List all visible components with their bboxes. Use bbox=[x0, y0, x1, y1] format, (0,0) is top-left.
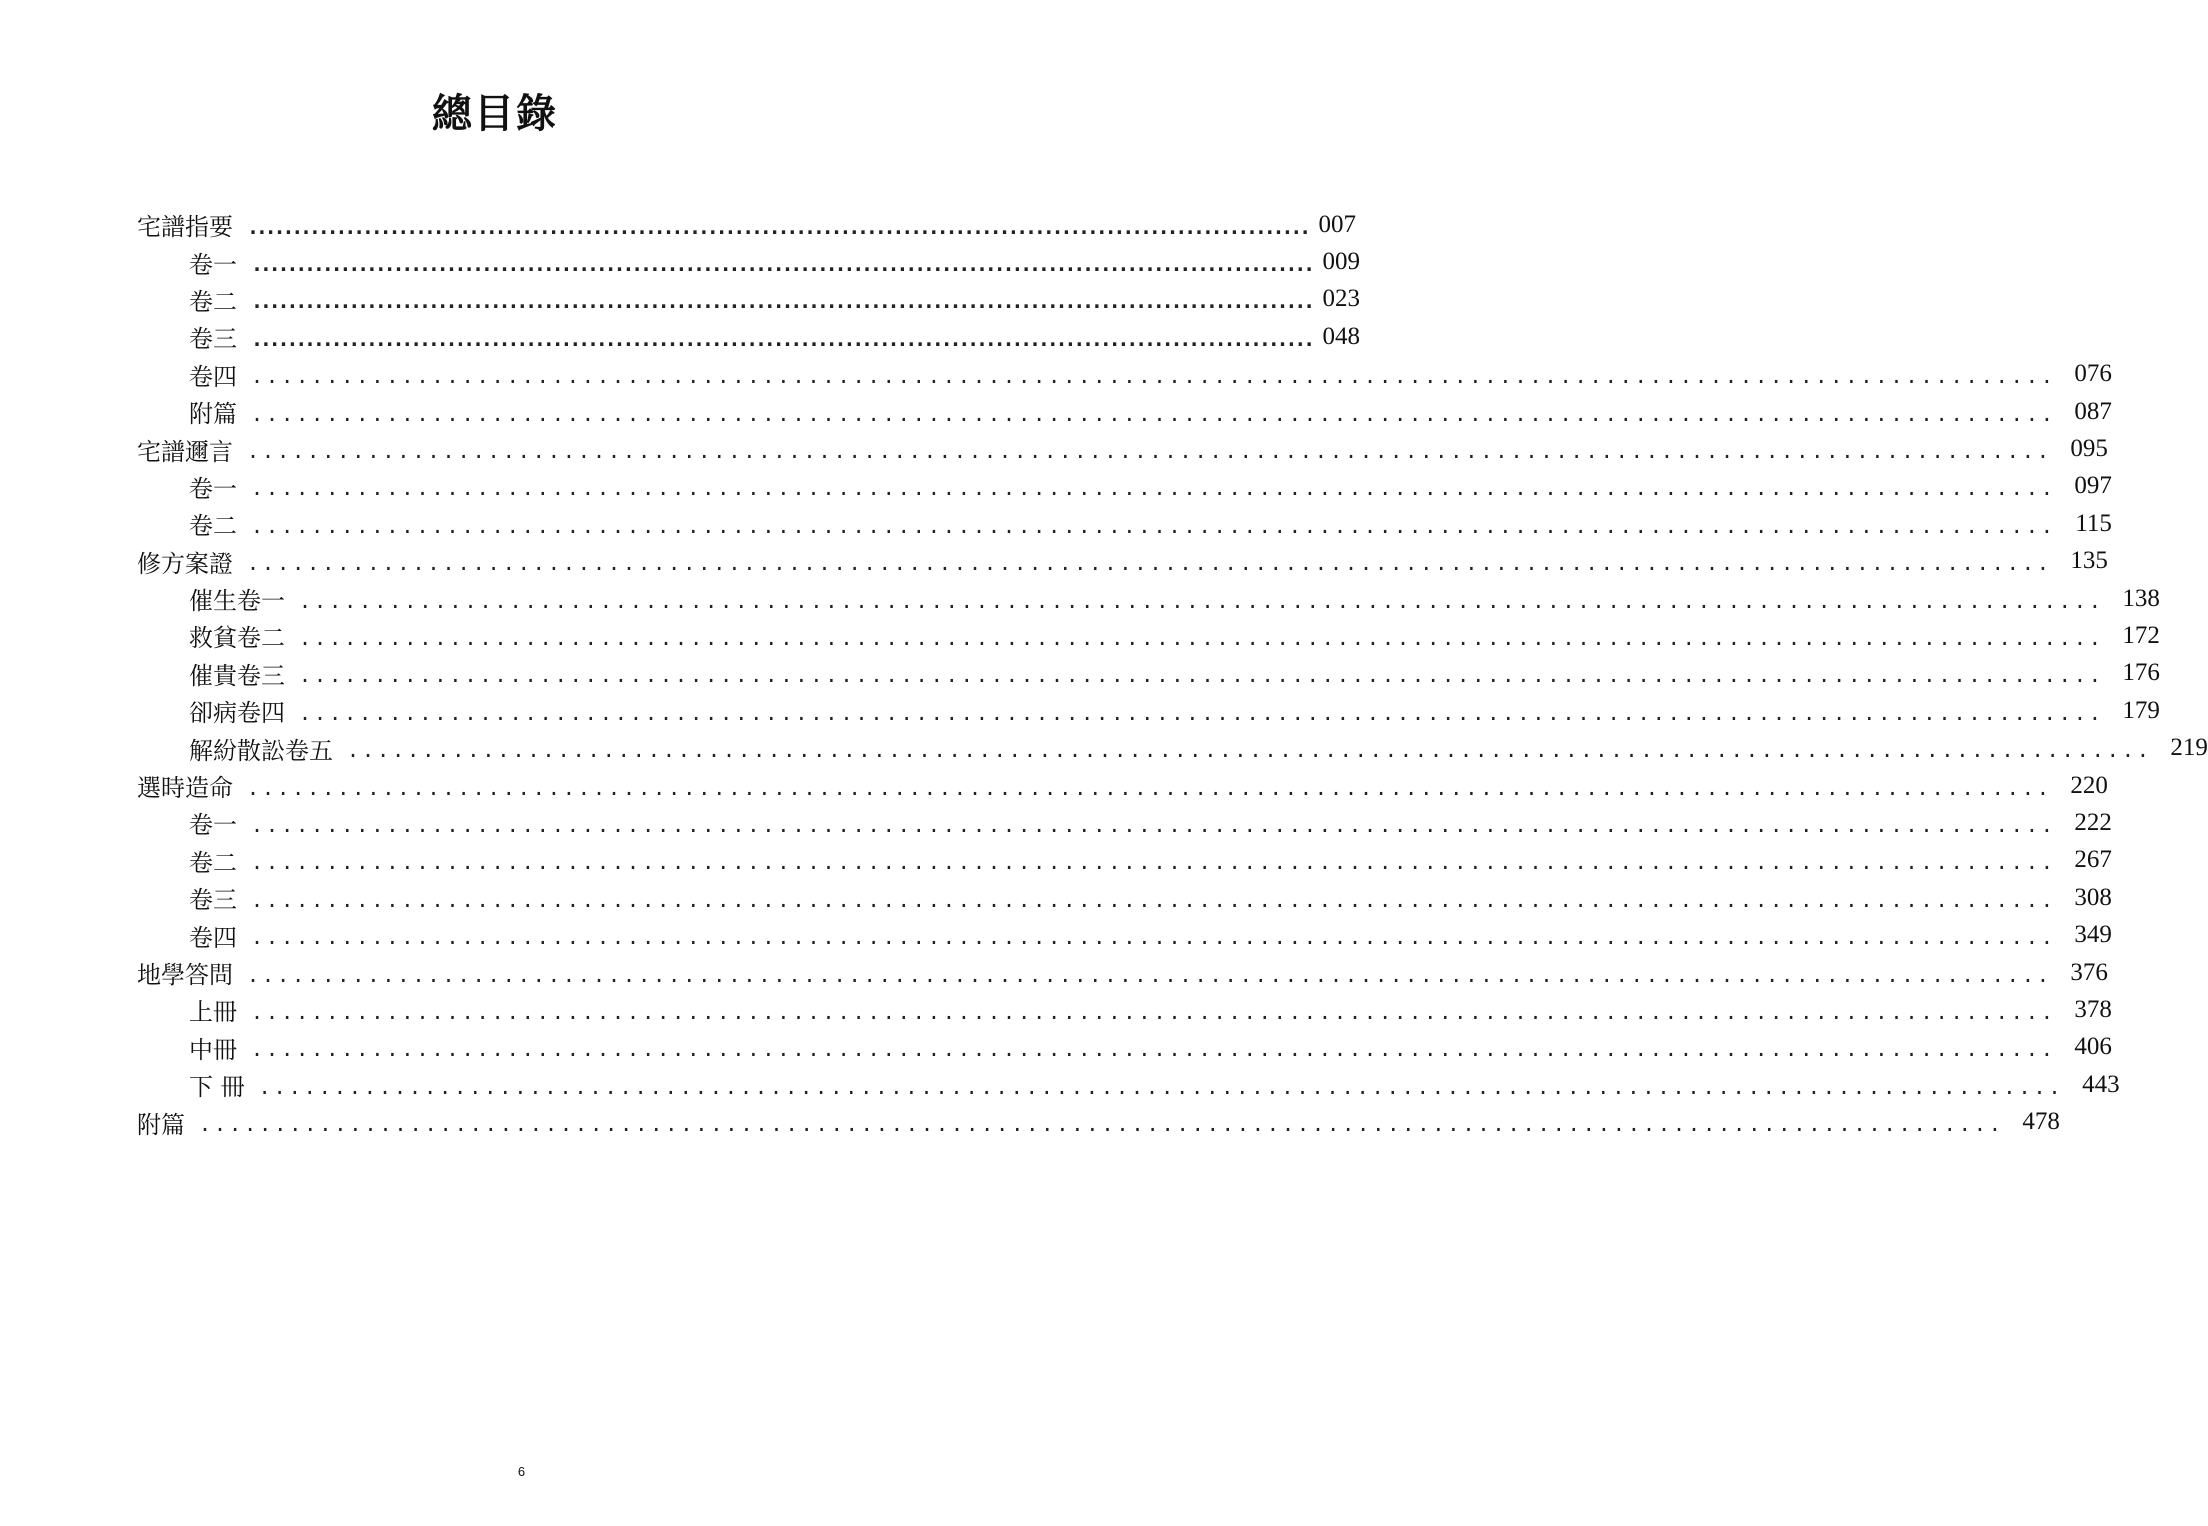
dot-leader: ........................................................................................................................ bbox=[347, 738, 2152, 763]
toc-entry bbox=[137, 281, 1360, 318]
toc-entry-page: 308 bbox=[2074, 883, 2112, 911]
dot-leader: ........................................................................................................................ bbox=[251, 289, 1312, 314]
dot-leader: ........................................................................................................................ bbox=[299, 588, 2104, 613]
toc-entry-page: 219 bbox=[2170, 734, 2208, 762]
toc-entry bbox=[137, 804, 2112, 841]
dot-leader: ........................................................................................................................ bbox=[251, 326, 1312, 351]
toc-entry bbox=[137, 692, 2160, 729]
toc-entry-label: 選時造命 bbox=[137, 774, 233, 803]
toc-entry-label: 解紛散訟卷五 bbox=[189, 736, 333, 765]
toc-entry bbox=[137, 1029, 2112, 1066]
dot-leader: ........................................................................................................................ bbox=[299, 625, 2104, 650]
toc-entry-label: 卷二 bbox=[189, 287, 237, 316]
dot-leader: ........................................................................................................................ bbox=[251, 476, 2056, 501]
toc-entry-page: 023 bbox=[1322, 285, 1360, 313]
toc-entry-label: 卷一 bbox=[189, 811, 237, 840]
dot-leader: ........................................................................................................................ bbox=[299, 663, 2104, 688]
toc-entry bbox=[137, 729, 2208, 766]
toc-entry-page: 378 bbox=[2074, 995, 2112, 1023]
toc-entry bbox=[137, 206, 1356, 243]
toc-entry-page: 172 bbox=[2122, 621, 2160, 649]
toc-entry-page: 076 bbox=[2074, 360, 2112, 388]
dot-leader: ........................................................................................................................ bbox=[247, 439, 2052, 464]
toc-entry bbox=[137, 879, 2112, 916]
toc-entry bbox=[137, 318, 1360, 355]
toc-entry-page: 176 bbox=[2122, 659, 2160, 687]
toc-entry-page: 009 bbox=[1322, 248, 1360, 276]
dot-leader: ........................................................................................................................ bbox=[258, 1074, 2064, 1099]
toc-entry-page: 138 bbox=[2122, 584, 2160, 612]
dot-leader: ........................................................................................................................ bbox=[251, 887, 2056, 912]
toc-entry-page: 222 bbox=[2074, 808, 2112, 836]
dot-leader: ........................................................................................................................ bbox=[251, 252, 1312, 277]
toc-entry bbox=[137, 580, 2160, 617]
toc-entry-label: 附篇 bbox=[189, 400, 237, 429]
toc-entry-label: 卷四 bbox=[189, 923, 237, 952]
toc-entry-page: 267 bbox=[2074, 846, 2112, 874]
dot-leader: ........................................................................................................................ bbox=[299, 700, 2104, 725]
toc-entry-label: 地學答問 bbox=[137, 961, 233, 989]
toc-entry-label: 修方案證 bbox=[137, 549, 233, 578]
dot-leader: ........................................................................................................................ bbox=[247, 962, 2052, 987]
toc-entry-page: 443 bbox=[2082, 1070, 2120, 1098]
toc-entry-page: 376 bbox=[2070, 958, 2108, 986]
toc-entry bbox=[137, 430, 2108, 467]
toc-entry-page: 087 bbox=[2074, 397, 2112, 425]
toc-entry bbox=[137, 991, 2112, 1028]
toc-entry-page: 179 bbox=[2122, 696, 2160, 724]
toc-entry-page: 406 bbox=[2074, 1033, 2112, 1061]
toc-entry-label: 卷一 bbox=[189, 474, 237, 503]
table-of-contents bbox=[137, 206, 2208, 1141]
dot-leader: ........................................................................................................................ bbox=[251, 1037, 2056, 1062]
toc-entry-page: 135 bbox=[2070, 547, 2108, 575]
toc-entry bbox=[137, 916, 2112, 953]
toc-entry-label: 卷一 bbox=[189, 250, 237, 279]
toc-entry-label: 宅譜邇言 bbox=[137, 437, 233, 466]
toc-entry-page: 478 bbox=[2022, 1108, 2060, 1136]
page-title: 總目錄 bbox=[432, 90, 558, 137]
dot-leader: ........................................................................................................................ bbox=[251, 850, 2056, 875]
toc-entry-label: 中冊 bbox=[189, 1035, 237, 1064]
toc-entry bbox=[137, 767, 2108, 804]
toc-entry bbox=[137, 393, 2112, 430]
toc-entry-label: 下 冊 bbox=[189, 1073, 245, 1102]
toc-entry bbox=[137, 243, 1360, 280]
toc-entry-label: 催生卷一 bbox=[189, 587, 285, 616]
toc-entry-label: 上冊 bbox=[189, 998, 237, 1027]
toc-entry bbox=[137, 505, 2112, 542]
toc-entry-label: 催貴卷三 bbox=[189, 661, 285, 690]
toc-entry bbox=[137, 954, 2108, 991]
toc-entry-page: 095 bbox=[2070, 435, 2108, 463]
toc-entry-label: 卷二 bbox=[189, 848, 237, 877]
toc-entry-page: 097 bbox=[2074, 472, 2112, 500]
toc-entry bbox=[137, 543, 2108, 580]
toc-entry bbox=[137, 1066, 2120, 1103]
toc-entry-page: 220 bbox=[2070, 771, 2108, 799]
toc-entry bbox=[137, 356, 2112, 393]
dot-leader: ........................................................................................................................ bbox=[251, 925, 2056, 950]
dot-leader: ........................................................................................................................ bbox=[251, 513, 2056, 538]
toc-entry-label: 卷二 bbox=[189, 512, 237, 541]
toc-entry-page: 349 bbox=[2074, 921, 2112, 949]
toc-entry bbox=[137, 468, 2112, 505]
page-number: 6 bbox=[517, 1464, 526, 1479]
toc-entry-page: 048 bbox=[1322, 322, 1360, 350]
dot-leader: ........................................................................................................................ bbox=[251, 401, 2056, 426]
dot-leader: ........................................................................................................................ bbox=[247, 214, 1308, 239]
dot-leader: ........................................................................................................................ bbox=[251, 812, 2056, 837]
toc-entry-label: 救貧卷二 bbox=[189, 624, 285, 653]
toc-entry bbox=[137, 1103, 2060, 1140]
toc-entry-label: 卷三 bbox=[189, 886, 237, 915]
dot-leader: ........................................................................................................................ bbox=[247, 775, 2052, 800]
toc-entry bbox=[137, 842, 2112, 879]
toc-entry-label: 卷四 bbox=[189, 362, 237, 391]
dot-leader: ........................................................................................................................ bbox=[247, 551, 2052, 576]
dot-leader: ........................................................................................................................ bbox=[199, 1112, 2004, 1137]
toc-entry bbox=[137, 617, 2160, 654]
dot-leader: ........................................................................................................................ bbox=[251, 364, 2056, 389]
toc-entry-page: 115 bbox=[2075, 509, 2112, 537]
toc-entry bbox=[137, 655, 2160, 692]
dot-leader: ........................................................................................................................ bbox=[251, 999, 2056, 1024]
toc-entry-page: 007 bbox=[1318, 210, 1356, 238]
toc-entry-label: 附篇 bbox=[137, 1110, 185, 1139]
toc-entry-label: 宅譜指要 bbox=[137, 213, 233, 242]
toc-entry-label: 卻病卷四 bbox=[189, 699, 285, 728]
toc-entry-label: 卷三 bbox=[189, 325, 237, 354]
